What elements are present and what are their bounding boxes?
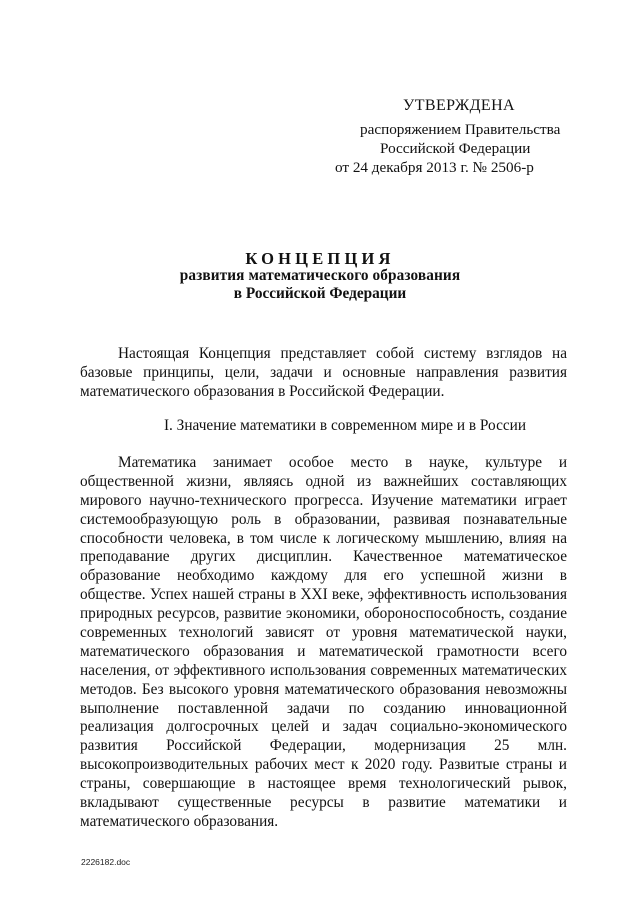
paragraph-line: обществе. Успех нашей страны в XXI веке, эффективность использования xyxy=(80,586,567,604)
paragraph-line: современных технологий зависят от уровня математической науки, xyxy=(80,624,567,642)
paragraph-line: страны, совершающие в настоящее время технологический рывок, xyxy=(80,775,567,793)
paragraph-line: общественной жизни, являясь одной из важнейших составляющих xyxy=(80,472,567,490)
paragraph-line: населения, от эффективного использования современных математических xyxy=(80,661,567,679)
paragraph-line: природных ресурсов, развитие экономики, обороноспособность, создание xyxy=(80,605,567,623)
paragraph-line: преподавание других дисциплин. Качественное математическое xyxy=(80,548,567,566)
intro-line: базовые принципы, цели, задачи и основные направления развития xyxy=(80,363,567,381)
approval-line-3: от 24 декабря 2013 г. № 2506-р xyxy=(335,159,534,176)
approval-title: УТВЕРЖДЕНА xyxy=(403,97,516,114)
paragraph-line: развития Российской Федерации, модернизация 25 млн. xyxy=(80,737,567,755)
paragraph-line: выполнение поставленной задачи по созданию инновационной xyxy=(80,699,567,717)
paragraph-line: высокопроизводительных рабочих мест к 2020 году. Развитые страны и xyxy=(80,756,567,774)
paragraph-line: вкладывают существенные ресурсы в развитие математики и xyxy=(80,794,567,812)
section-paragraph xyxy=(80,454,567,832)
document-title: КОНЦЕПЦИЯ xyxy=(245,249,395,268)
paragraph-line: математического образования. xyxy=(80,812,279,830)
paragraph-line: математического образования и математической грамотности всего xyxy=(80,642,567,660)
document-subtitle-line-1: развития математического образования xyxy=(179,267,461,284)
paragraph-line: способности человека, в том числе к логическому мышлению, влияя на xyxy=(80,529,567,547)
intro-paragraph xyxy=(80,345,567,402)
approval-line-2: Российской Федерации xyxy=(380,140,531,157)
paragraph-line: системообразующую роль в образовании, развивая познавательные xyxy=(80,510,567,528)
paragraph-line: методов. Без высокого уровня математического образования невозможны xyxy=(80,680,567,698)
file-code: 2226182.doc xyxy=(81,857,131,867)
intro-line: Настоящая Концепция представляет собой систему взглядов на xyxy=(118,345,567,362)
intro-line: математического образования в Российской Федерации. xyxy=(80,382,445,400)
section-heading: I. Значение математики в современном мире и в России xyxy=(163,417,527,434)
paragraph-line: мирового научно-технического прогресса. Изучение математики играет xyxy=(80,491,567,509)
approval-line-1: распоряжением Правительства xyxy=(360,121,561,138)
paragraph-line: Математика занимает особое место в науке, культуре и xyxy=(118,454,567,471)
paragraph-line: образование необходимо каждому для его успешной жизни в xyxy=(80,567,567,585)
document-subtitle-line-2: в Российской Федерации xyxy=(233,285,407,302)
paragraph-line: реализация долгосрочных целей и задач социально-экономического xyxy=(80,718,567,736)
